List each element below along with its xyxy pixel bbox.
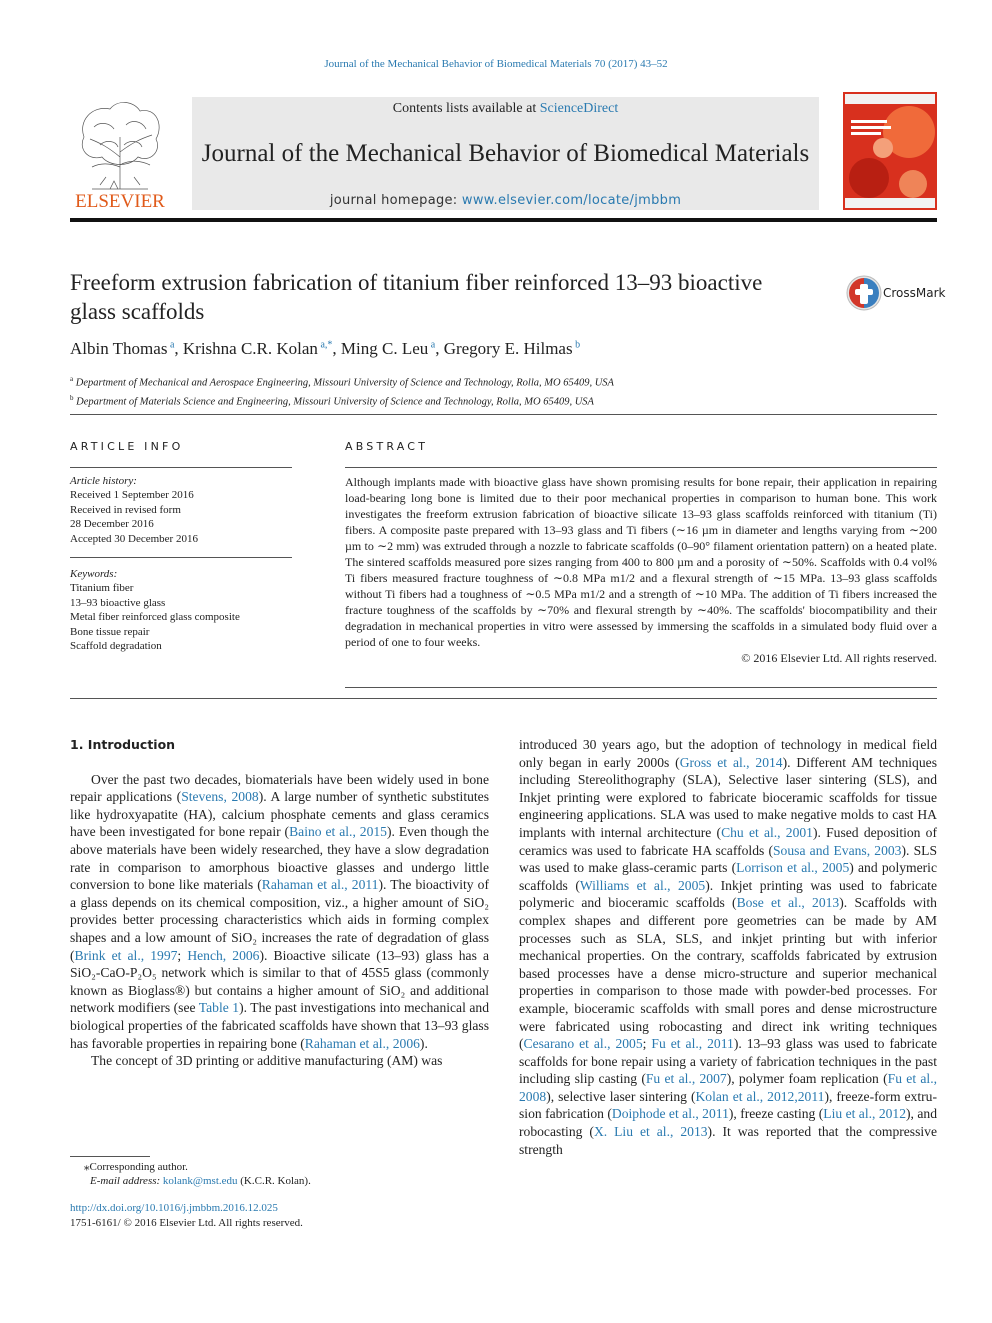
journal-name: Journal of the Mechanical Behavior of Biomedical Materials xyxy=(201,140,810,167)
citation-link[interactable]: Cesarano et al., 2005 xyxy=(523,1036,643,1052)
journal-cover-thumbnail[interactable] xyxy=(843,92,937,210)
history-item: Accepted 30 December 2016 xyxy=(70,532,198,545)
keywords-label: Keywords: xyxy=(70,568,118,580)
keyword-item: Scaffold degradation xyxy=(70,640,162,653)
footnote-rule xyxy=(70,1156,150,1157)
author-name[interactable]: Krishna C.R. Kolan xyxy=(182,339,318,358)
section-heading: 1. Introduction xyxy=(70,737,176,752)
intro-paragraph-1: Over the past two decades, biomaterials have been widely used in bone repair applications (Stevens, 2008). A large number of synthetic substitutes like hydroxyapatite (HA), calcium phosphate cements and glass ceramics have been investigated for bone repair (Baino et al., 2015). Even though the above materials have been widely researched, they have a slow degradation rate in comparison to amorphous bioactive glasses and undergo little conversion to bone like materials (Rahaman et al., 2011). The bioactivity of a glass depends on its chemical composition, viz., a higher amount of SiO₂ provides better processing characteristics which aids in forming complex shapes and a low amount of SiO₂ increases the rate of degradation of glass (Brink et al., 1997; Hench, 2006). Bioactive silicate (13–93) glass has a SiO₂-CaO-P₂O₅ network which is similar to that of 45S5 glass (commonly known as Bioglass®) but contains a higher amount of SiO₂ and additional network modifiers (see Table 1). The past investigations into mechanical and biological properties of the fabricated scaffolds have shown that 13–93 glass has favorable properties in repairing bone (Rahaman et al., 2006). xyxy=(70,771,489,1051)
intro-paragraph-2: The concept of 3D printing or additive manufacturing (AM) was xyxy=(91,1053,443,1069)
abstract-rule xyxy=(345,467,937,468)
crossmark-label: CrossMark xyxy=(883,286,946,300)
author-name[interactable]: Albin Thomas xyxy=(70,339,168,358)
abstract-text: Although implants made with bioactive glass have shown promising results for bone repair, their application in repairing load-bearing long bone is limited due to their poor mechanical properties in comparison to human bone. This work investigates the freeform extrusion fabrication of bioactive silicate 13–93 glass scaffolds reinforced with titanium (Ti) fibers. A composite paste prepared with 13–93 glass and Ti fibers (∼16 µm in diameter and lengths varying from ∼200 µm to ∼2 mm) was extruded through a nozzle to fabricate scaffolds (0–90° filament orientation pattern) on a heated plate. The sintered scaffolds measured pore sizes ranging from 400 to 800 µm and a porosity of ∼50%. Scaffolds with 0.4 vol% Ti fibers measured fracture toughness of ∼0.8 MPa m1/2 and a flexural strength of ∼15 MPa. 13–93 glass scaffolds without Ti fibers had a toughness of ∼0.5 MPa m1/2 and a strength of ∼10 MPa. The addition of Ti fibers increased the fracture toughness of the scaffolds by ∼70% and flexural strength by ∼40%. The scaffolds' biocompatibility and their degradation in mechanical properties in vitro were assessed by immersing the scaffolds in a simulated body fluid over a period of one to four weeks. xyxy=(345,475,937,649)
email-label: E-mail address: xyxy=(90,1175,163,1188)
elsevier-wordmark: ELSEVIER xyxy=(75,191,165,210)
citation-link[interactable]: Hench, 2006 xyxy=(187,947,260,963)
citation-link[interactable]: Brink et al., 1997 xyxy=(74,947,178,963)
article-info-rule xyxy=(70,557,292,558)
citation-link[interactable]: Williams et al., 2005 xyxy=(579,877,706,893)
doi-link[interactable]: http://dx.doi.org/10.1016/j.jmbbm.2016.12.025 xyxy=(70,1202,278,1214)
keyword-item: Bone tissue repair xyxy=(70,625,150,638)
email-suffix: (K.C.R. Kolan). xyxy=(237,1175,311,1188)
journal-banner xyxy=(192,97,819,210)
homepage-label: journal homepage: xyxy=(329,193,462,208)
citation-link[interactable]: Fu et al., 2011 xyxy=(651,1036,734,1052)
citation-link[interactable]: Chu et al., 2001 xyxy=(721,824,813,840)
author-list: Albin Thomas $^a$, Krishna C.R. Kolan $^{a,*}$, Ming C. Leu $^a$, Gregory E. Hilmas $^b$ xyxy=(70,339,581,358)
citation-link[interactable]: Kolan et al., 2012,2011 xyxy=(695,1088,825,1104)
citation-link[interactable]: Sousa and Evans, 2003 xyxy=(773,842,902,858)
citation-link[interactable]: Table 1 xyxy=(198,1000,240,1016)
author-affiliation-mark[interactable]: a xyxy=(430,339,436,351)
contents-prefix: Contents lists available at xyxy=(392,101,540,116)
keyword-item: Titanium fiber xyxy=(70,582,134,595)
citation-link[interactable]: Fu et al., 2008 xyxy=(519,1071,937,1104)
homepage-link[interactable]: www.elsevier.com/locate/jmbbm xyxy=(461,193,682,208)
history-item: 28 December 2016 xyxy=(70,518,154,531)
body-column-left xyxy=(70,736,489,1070)
abstract-heading: ABSTRACT xyxy=(345,440,429,453)
history-item: Received in revised form xyxy=(70,503,181,516)
citation-link[interactable]: Gross et al., 2014 xyxy=(679,754,783,770)
affiliations xyxy=(70,372,930,409)
keywords xyxy=(70,567,292,653)
citation-link[interactable]: Stevens, 2008 xyxy=(181,789,259,805)
footnote-mark: ⁎ xyxy=(84,1161,90,1173)
contents-line xyxy=(192,101,819,117)
citation-link[interactable]: Bose et al., 2013 xyxy=(736,895,840,911)
corresponding-note xyxy=(70,1160,490,1174)
author-affiliation-mark[interactable]: b xyxy=(575,339,581,351)
elsevier-logo xyxy=(70,97,170,210)
citation-link[interactable]: Liu et al., 2012 xyxy=(823,1106,907,1122)
running-head[interactable]: Journal of the Mechanical Behavior of Biomedical Materials 70 (2017) 43–52 xyxy=(324,58,668,70)
elsevier-tree-icon xyxy=(70,97,170,210)
issn-line: 1751-6161/ © 2016 Elsevier Ltd. All rights reserved. xyxy=(70,1217,303,1230)
affiliation-mark: a xyxy=(70,375,74,383)
citation-link[interactable]: Baino et al., 2015 xyxy=(289,824,387,840)
author-name[interactable]: Ming C. Leu xyxy=(340,339,429,358)
intro-paragraph-2-continued: introduced 30 years ago, but the adoption of technology in medical field only began in early 2000s (Gross et al., 2014). Different AM techniques including Stereolithography (SLA), Selective laser sintering (SLS), and Inkjet printing were explored to fabricate bioceramic scaffolds for tissue engineering applications. SLA was used to make negative molds to cast HA implants with internal architecture (Chu et al., 2001). Fused deposition of ceramics was used to fabricate HA scaffolds (Sousa and Evans, 2003). SLS was used to make glass-ceramic parts (Lorrison et al., 2005) and polymeric scaffolds (Williams et al., 2005). Inkjet printing was used to fabricate polymeric and bioceramic scaffolds (Bose et al., 2013). Scaffolds with complex shapes and different pore geometries can be made by AM processes such as SLA, SLS, and inkjet printing but with inferior mechanical properties. On the contrary, scaffolds fabricated by extrusion based processes have a dense micro-structure and superior mechanical properties in comparison to those made with powder-bed processes. For example, bioceramic scaffolds with small pores and dense microstructure were fabricated using robocasting and direct ink writing techniques (Cesarano et al., 2005; Fu et al., 2011). 13–93 glass was used to fabricate scaffolds for bone repair using a variety of fabrication techniques in the past including slip casting (Fu et al., 2007), polymer foam replication (Fu et al., 2008), selective laser sintering (Kolan et al., 2012,2011), freeze-form extru-sion fabrication (Doiphode et al., 2011), freeze casting (Liu et al., 2012), and robocasting (X. Liu et al., 2013). It was reported that the compressive strength xyxy=(519,737,938,1157)
article-info-heading: ARTICLE INFO xyxy=(70,440,184,453)
keyword-item: Metal fiber reinforced glass composite xyxy=(70,611,240,624)
abstract-copyright: © 2016 Elsevier Ltd. All rights reserved. xyxy=(741,651,937,665)
section-divider xyxy=(70,414,937,415)
body-divider xyxy=(70,698,937,699)
author-affiliation-mark[interactable]: a,* xyxy=(320,339,333,351)
affiliation-item xyxy=(70,391,930,410)
email-link[interactable]: kolank@mst.edu xyxy=(162,1175,238,1188)
body-column-right xyxy=(519,736,937,1158)
abstract-body xyxy=(345,474,937,666)
citation-link[interactable]: Lorrison et al., 2005 xyxy=(736,860,850,876)
citation-link[interactable]: Rahaman et al., 2011 xyxy=(261,877,379,893)
abstract-rule xyxy=(345,687,937,688)
article-title: Freeform extrusion fabrication of titanium fiber reinforced 13–93 bioactive glass scaffolds xyxy=(70,270,763,324)
journal-cover-image xyxy=(843,92,937,210)
affiliation-mark: b xyxy=(70,393,74,402)
header-rule xyxy=(70,218,937,222)
citation-link[interactable]: Doiphode et al., 2011 xyxy=(611,1106,729,1122)
affiliation-text: Department of Mechanical and Aerospace Engineering, Missouri University of Science and Technology, Rolla, MO 65409, USA xyxy=(75,377,614,389)
crossmark-badge[interactable] xyxy=(846,275,946,311)
history-label: Article history: xyxy=(70,475,137,487)
citation-link[interactable]: Fu et al., 2007 xyxy=(645,1071,727,1087)
article-history xyxy=(70,474,292,546)
affiliation-text: Department of Materials Science and Engineering, Missouri University of Science and Technology, Rolla, MO 65409, USA xyxy=(76,396,594,407)
crossmark-icon xyxy=(846,275,882,311)
citation-link[interactable]: Rahaman et al., 2006 xyxy=(304,1035,420,1051)
corresponding-label: Corresponding author. xyxy=(89,1161,188,1173)
citation-link[interactable]: X. Liu et al., 2013 xyxy=(593,1124,708,1140)
sciencedirect-link[interactable]: ScienceDirect xyxy=(539,101,619,116)
footnote xyxy=(70,1160,490,1189)
affiliation-item xyxy=(70,372,930,391)
history-item: Received 1 September 2016 xyxy=(70,489,194,502)
keyword-item: 13–93 bioactive glass xyxy=(70,596,166,609)
author-affiliation-mark[interactable]: a xyxy=(169,339,175,351)
author-name[interactable]: Gregory E. Hilmas xyxy=(443,339,573,358)
email-note xyxy=(70,1174,490,1188)
doi-block xyxy=(70,1201,490,1231)
article-info-rule xyxy=(70,467,292,468)
journal-homepage xyxy=(192,193,819,208)
